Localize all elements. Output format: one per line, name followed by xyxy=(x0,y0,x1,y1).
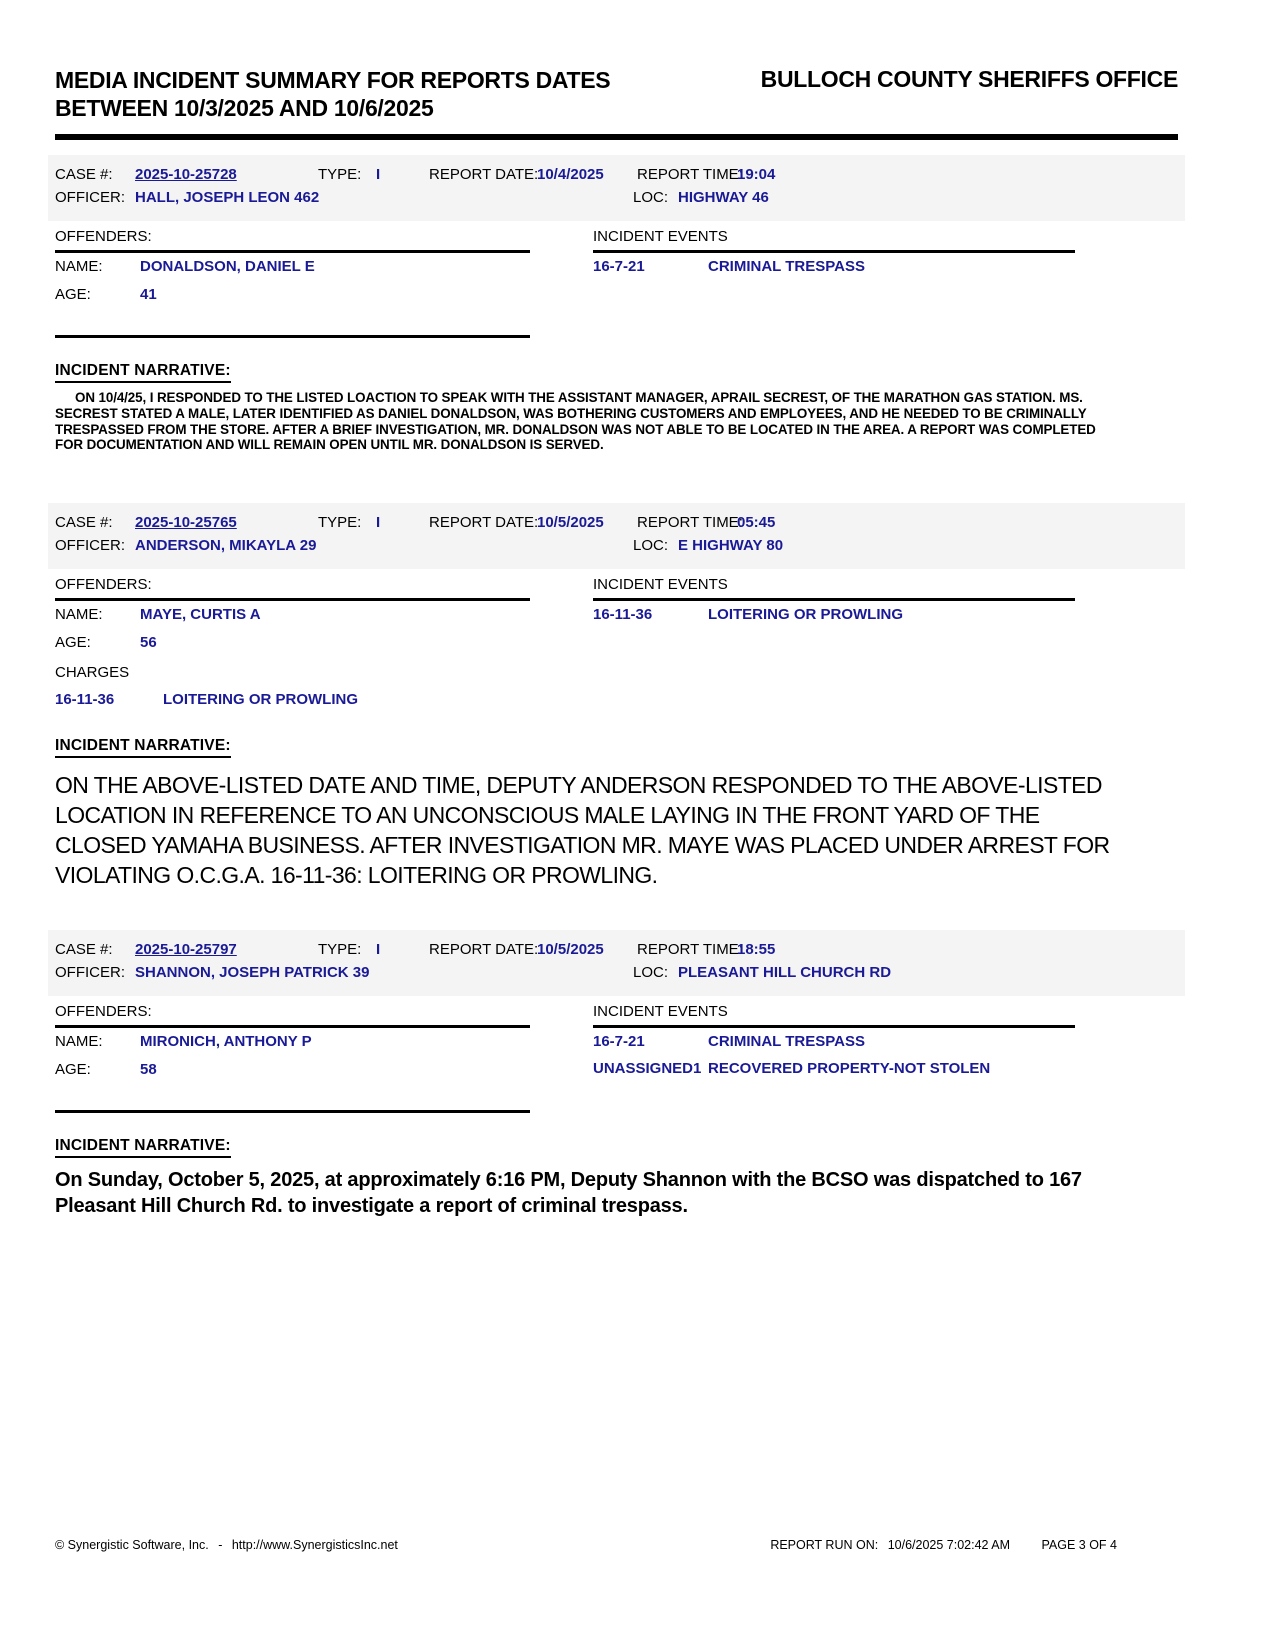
type-label: TYPE: xyxy=(318,514,362,532)
offender-name-value: DONALDSON, DANIEL E xyxy=(140,258,315,275)
offender-age-row xyxy=(55,629,530,657)
incident-case xyxy=(55,155,1178,453)
incident-events-column xyxy=(593,226,1075,338)
charges-label: CHARGES xyxy=(55,664,130,682)
incident-case xyxy=(55,503,1178,890)
event-description: CRIMINAL TRESPASS xyxy=(708,1033,865,1051)
report-time-label: REPORT TIME: xyxy=(637,166,743,183)
incident-case xyxy=(55,930,1178,1219)
case-number-link[interactable]: 2025-10-25728 xyxy=(135,166,237,183)
report-date-label: REPORT DATE: xyxy=(429,941,539,959)
offender-age-value: 41 xyxy=(140,286,157,303)
officer-label: OFFICER: xyxy=(55,964,125,982)
incident-narrative-text: On Sunday, October 5, 2025, at approximately 6:16 PM, Deputy Shannon with the BCSO was dispatched to 167 Pleasant Hill Church Rd. to investigate a report of criminal trespass. xyxy=(55,1169,1082,1218)
incident-events-label: INCIDENT EVENTS xyxy=(593,576,728,594)
report-title-line1: MEDIA INCIDENT SUMMARY FOR REPORTS DATES xyxy=(55,67,611,93)
case-header-row-1 xyxy=(55,938,1178,961)
case-header-band xyxy=(48,930,1185,996)
charges-block xyxy=(55,659,530,713)
offender-age-row xyxy=(55,281,530,309)
officer-label: OFFICER: xyxy=(55,189,125,206)
footer-right xyxy=(764,1538,1117,1553)
offenders-column xyxy=(55,574,530,713)
footer-copyright: © Synergistic Software, Inc. xyxy=(55,1538,209,1552)
charge-code: 16-11-36 xyxy=(55,691,115,709)
footer-separator: - xyxy=(218,1538,223,1552)
offender-name-label: NAME: xyxy=(55,606,103,624)
report-date-label: REPORT DATE: xyxy=(429,166,539,183)
document-header xyxy=(55,0,1178,122)
page-footer xyxy=(55,1538,1117,1553)
case-header-row-1 xyxy=(55,511,1178,534)
offenders-bottom-rule xyxy=(55,1110,530,1113)
incident-event-row xyxy=(593,1055,1075,1082)
event-code: 16-11-36 xyxy=(593,606,653,624)
incident-events-rows xyxy=(593,253,1075,280)
event-description: RECOVERED PROPERTY-NOT STOLEN xyxy=(708,1060,991,1078)
loc-label: LOC: xyxy=(633,189,669,206)
footer-url-link[interactable]: http://www.SynergisticsInc.net xyxy=(231,1538,398,1552)
incident-narrative-heading: INCIDENT NARRATIVE: xyxy=(55,362,231,383)
incident-narrative xyxy=(55,362,1178,453)
agency-name: BULLOCH COUNTY SHERIFFS OFFICE xyxy=(760,66,1178,92)
offender-age-label: AGE: xyxy=(55,634,91,652)
incident-narrative-heading: INCIDENT NARRATIVE: xyxy=(55,1137,231,1158)
incident-narrative xyxy=(55,737,1178,890)
report-date-label: REPORT DATE: xyxy=(429,514,539,532)
offenders-bottom-rule xyxy=(55,335,530,338)
report-date-value: 10/4/2025 xyxy=(537,166,604,183)
incident-narrative xyxy=(55,1137,1178,1219)
offenders-label: OFFENDERS: xyxy=(55,228,152,245)
report-time-value: 19:04 xyxy=(737,166,776,183)
offender-age-row xyxy=(55,1056,530,1084)
incident-event-row xyxy=(593,253,1075,280)
offenders-label: OFFENDERS: xyxy=(55,576,152,594)
offender-name-value: MIRONICH, ANTHONY P xyxy=(140,1033,312,1051)
incident-narrative-text: ON THE ABOVE-LISTED DATE AND TIME, DEPUTY ANDERSON RESPONDED TO THE ABOVE-LISTED LOCATION IN REFERENCE TO AN UNCONSCIOUS MALE LAYING IN THE FRONT YARD OF THE CLOSED YAMAHA BUSINESS. AFTER INVESTIGATION MR. MAYE WAS PLACED UNDER ARREST FOR VIOLATING O.C.G.A. 16-11-36: LOITERING OR PROWLING. xyxy=(55,772,1110,889)
report-run-on-label: REPORT RUN ON: xyxy=(770,1538,879,1552)
case-number-label: CASE #: xyxy=(55,166,113,183)
offender-name-row xyxy=(55,253,530,281)
loc-value: E HIGHWAY 80 xyxy=(678,537,784,555)
incident-events-column xyxy=(593,574,1075,713)
report-date-value: 10/5/2025 xyxy=(537,941,604,959)
offender-name-label: NAME: xyxy=(55,258,103,275)
charge-rows xyxy=(55,686,530,713)
cases-container xyxy=(55,155,1178,1219)
offenders-label: OFFENDERS: xyxy=(55,1003,152,1021)
incident-narrative-text: ON 10/4/25, I RESPONDED TO THE LISTED LOACTION TO SPEAK WITH THE ASSISTANT MANAGER, APRAIL SECREST, OF THE MARATHON GAS STATION. MS. SECREST STATED A MALE, LATER IDENTIFIED AS DANIEL DONALDSON, WAS BOTHERING CUSTOMERS AND EMPLOYEES, AND HE NEEDED TO BE CRIMINALLY TRESPASSED FROM THE STORE. AFTER A BRIEF INVESTIGATION, MR. DONALDSON WAS NOT ABLE TO BE LOCATED IN THE AREA. A REPORT WAS COMPLETED FOR DOCUMENTATION AND WILL REMAIN OPEN UNTIL MR. DONALDSON IS SERVED. xyxy=(55,390,1096,453)
officer-value: ANDERSON, MIKAYLA 29 xyxy=(135,537,317,555)
offender-age-value: 58 xyxy=(140,1061,157,1079)
header-divider-rule xyxy=(55,134,1178,140)
offender-name-row xyxy=(55,601,530,629)
type-label: TYPE: xyxy=(318,941,362,959)
incident-events-column xyxy=(593,1001,1075,1113)
offender-name-value: MAYE, CURTIS A xyxy=(140,606,261,624)
case-body xyxy=(55,1001,1178,1113)
report-date-value: 10/5/2025 xyxy=(537,514,604,532)
officer-label: OFFICER: xyxy=(55,537,125,555)
case-number-label: CASE #: xyxy=(55,514,113,532)
case-body xyxy=(55,226,1178,338)
case-body xyxy=(55,574,1178,713)
case-header-row-1 xyxy=(55,163,1178,186)
case-number-link[interactable]: 2025-10-25765 xyxy=(135,514,237,532)
event-code: 16-7-21 xyxy=(593,258,645,275)
incident-event-row xyxy=(593,601,1075,628)
case-header-row-2 xyxy=(55,186,1178,209)
report-time-value: 18:55 xyxy=(737,941,776,959)
incident-events-label: INCIDENT EVENTS xyxy=(593,228,728,245)
report-title xyxy=(55,66,610,122)
event-code: UNASSIGNED1 xyxy=(593,1060,702,1078)
case-header-band xyxy=(48,503,1185,569)
event-description: CRIMINAL TRESPASS xyxy=(708,258,865,275)
incident-events-rows xyxy=(593,601,1075,628)
report-run-on-value: 10/6/2025 7:02:42 AM xyxy=(887,1538,1011,1552)
officer-value: SHANNON, JOSEPH PATRICK 39 xyxy=(135,964,370,982)
case-header-band xyxy=(48,155,1185,221)
offender-age-label: AGE: xyxy=(55,1061,91,1079)
charge-description: LOITERING OR PROWLING xyxy=(163,691,358,709)
case-number-link[interactable]: 2025-10-25797 xyxy=(135,941,237,959)
page-number: PAGE 3 OF 4 xyxy=(1041,1538,1117,1552)
charge-row xyxy=(55,686,530,713)
offender-name-label: NAME: xyxy=(55,1033,103,1051)
loc-value: HIGHWAY 46 xyxy=(678,189,769,206)
incident-events-label: INCIDENT EVENTS xyxy=(593,1003,728,1021)
loc-label: LOC: xyxy=(633,964,669,982)
incident-events-rows xyxy=(593,1028,1075,1082)
report-time-value: 05:45 xyxy=(737,514,776,532)
offenders-column xyxy=(55,1001,530,1113)
footer-left xyxy=(55,1538,404,1553)
type-value: I xyxy=(376,514,381,532)
event-code: 16-7-21 xyxy=(593,1033,645,1051)
report-time-label: REPORT TIME: xyxy=(637,514,743,532)
loc-label: LOC: xyxy=(633,537,669,555)
case-header-row-2 xyxy=(55,961,1178,984)
type-value: I xyxy=(376,166,381,183)
loc-value: PLEASANT HILL CHURCH RD xyxy=(678,964,892,982)
offender-name-row xyxy=(55,1028,530,1056)
officer-value: HALL, JOSEPH LEON 462 xyxy=(135,189,320,206)
incident-event-row xyxy=(593,1028,1075,1055)
case-header-row-2 xyxy=(55,534,1178,557)
event-description: LOITERING OR PROWLING xyxy=(708,606,903,624)
report-title-line2: BETWEEN 10/3/2025 AND 10/6/2025 xyxy=(55,95,434,121)
type-label: TYPE: xyxy=(318,166,362,183)
offender-age-value: 56 xyxy=(140,634,157,652)
case-number-label: CASE #: xyxy=(55,941,113,959)
type-value: I xyxy=(376,941,381,959)
offenders-column xyxy=(55,226,530,338)
offender-age-label: AGE: xyxy=(55,286,91,303)
report-time-label: REPORT TIME: xyxy=(637,941,743,959)
incident-narrative-heading: INCIDENT NARRATIVE: xyxy=(55,737,231,758)
